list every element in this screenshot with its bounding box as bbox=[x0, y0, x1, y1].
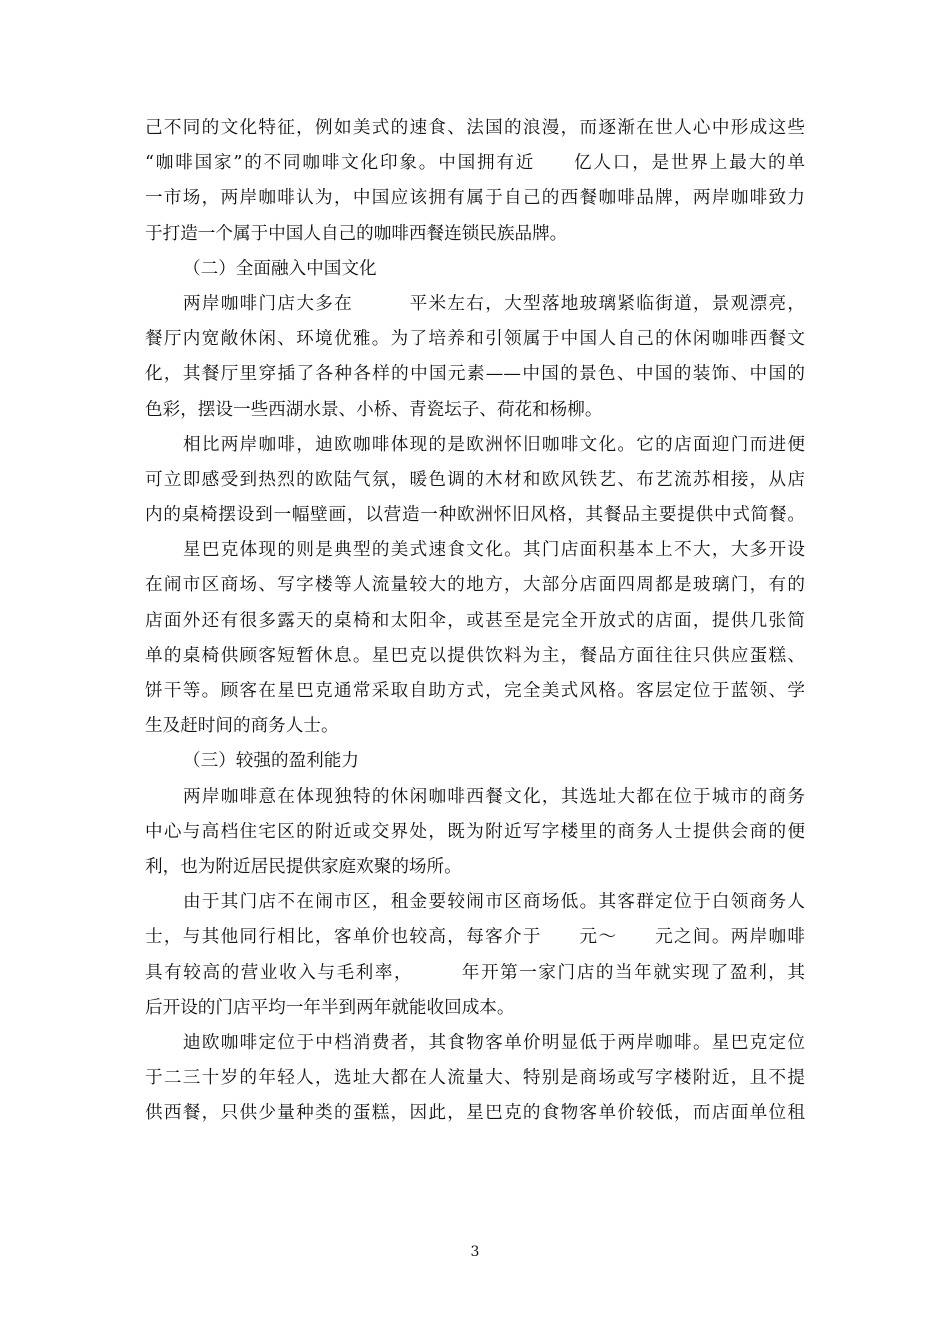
paragraph-line: 两岸咖啡门店大多在 平米左右，大型落地玻璃紧临街道，景观漂亮， bbox=[183, 293, 805, 314]
paragraph-line: 内的桌椅摆设到一幅壁画，以营造一种欧洲怀旧风格，其餐品主要提供中式简餐。 bbox=[145, 505, 805, 526]
paragraph-line: 士，与其他同行相比，客单价也较高，每客介于 元～ 元之间。两岸咖啡 bbox=[145, 927, 805, 948]
page-number: 3 bbox=[470, 1244, 480, 1260]
paragraph-line: 生及赶时间的商务人士。 bbox=[145, 716, 339, 737]
paragraph-line: 于二三十岁的年轻人，选址大都在人流量大、特别是商场或写字楼附近，且不提 bbox=[145, 1068, 805, 1089]
paragraph-line: 迪欧咖啡定位于中档消费者，其食物客单价明显低于两岸咖啡。星巴克定位 bbox=[183, 1032, 805, 1053]
paragraph-line: 店面外还有很多露天的桌椅和太阳伞，或甚至是完全开放式的店面，提供几张简 bbox=[145, 610, 805, 631]
paragraph-line: 色彩，摆设一些西湖水景、小桥、青瓷坛子、荷花和杨柳。 bbox=[145, 399, 603, 420]
paragraph-line: 可立即感受到热烈的欧陆气氛，暖色调的木材和欧风铁艺、布艺流苏相接，从店 bbox=[145, 469, 805, 490]
paragraph-line: 餐厅内宽敞休闲、环境优雅。为了培养和引领属于中国人自己的休闲咖啡西餐文 bbox=[145, 329, 805, 350]
paragraph-line: 在闹市区商场、写字楼等人流量较大的地方，大部分店面四周都是玻璃门，有的 bbox=[145, 575, 805, 596]
paragraph-line: 具有较高的营业收入与毛利率， 年开第一家门店的当年就实现了盈利，其 bbox=[145, 962, 805, 983]
paragraph-line: 化，其餐厅里穿插了各种各样的中国元素——中国的景色、中国的装饰、中国的 bbox=[145, 364, 805, 385]
paragraph-line: 己不同的文化特征，例如美式的速食、法国的浪漫，而逐渐在世人心中形成这些 bbox=[145, 118, 805, 138]
paragraph-line: “咖啡国家”的不同咖啡文化印象。中国拥有近 亿人口，是世界上最大的单 bbox=[145, 153, 805, 174]
paragraph-line: 两岸咖啡意在体现独特的休闲咖啡西餐文化，其选址大都在位于城市的商务 bbox=[183, 786, 805, 807]
paragraph-line: 单的桌椅供顾客短暂休息。星巴克以提供饮料为主，餐品方面往往只供应蛋糕、 bbox=[145, 645, 805, 666]
paragraph-line: 饼干等。顾客在星巴克通常采取自助方式，完全美式风格。客层定位于蓝领、学 bbox=[145, 681, 805, 701]
paragraph-line: 供西餐，只供少量种类的蛋糕，因此，星巴克的食物客单价较低，而店面单位租 bbox=[145, 1103, 805, 1124]
paragraph-line: 后开设的门店平均一年半到两年就能收回成本。 bbox=[145, 997, 515, 1018]
document-body bbox=[145, 111, 805, 1131]
paragraph-line: 一市场，两岸咖啡认为，中国应该拥有属于自己的西餐咖啡品牌，两岸咖啡致力 bbox=[145, 188, 805, 209]
section-heading: （二）全面融入中国文化 bbox=[183, 258, 377, 279]
paragraph-line: 利，也为附近居民提供家庭欢聚的场所。 bbox=[145, 856, 462, 877]
paragraph-line: 由于其门店不在闹市区，租金要较闹市区商场低。其客群定位于白领商务人 bbox=[183, 892, 805, 913]
paragraph-line: 相比两岸咖啡，迪欧咖啡体现的是欧洲怀旧咖啡文化。它的店面迎门而进便 bbox=[183, 434, 805, 455]
paragraph-line: 星巴克体现的则是典型的美式速食文化。其门店面积基本上不大，大多开设 bbox=[183, 540, 805, 561]
paragraph-line: 于打造一个属于中国人自己的咖啡西餐连锁民族品牌。 bbox=[145, 223, 568, 244]
section-heading: （三）较强的盈利能力 bbox=[183, 751, 359, 772]
paragraph-line: 中心与高档住宅区的附近或交界处，既为附近写字楼里的商务人士提供会商的便 bbox=[145, 821, 805, 842]
